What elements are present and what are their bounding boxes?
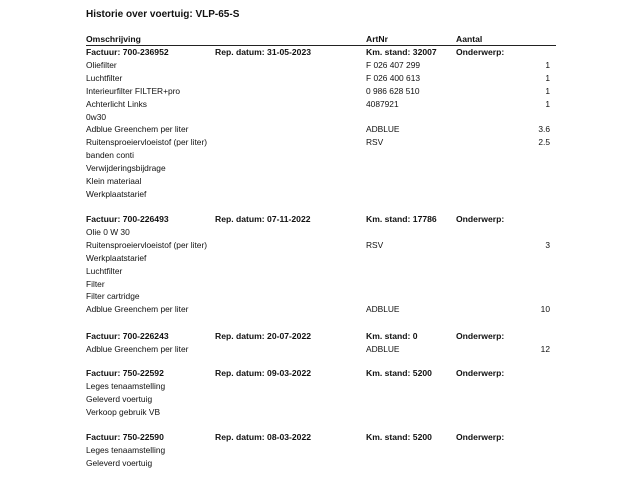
line-description: Adblue Greenchem per liter bbox=[86, 344, 189, 354]
line-item bbox=[86, 304, 556, 317]
subject-label: Onderwerp: bbox=[456, 368, 505, 378]
mileage: Km. stand: 5200 bbox=[366, 368, 432, 378]
line-item bbox=[86, 86, 556, 99]
invoice-number: Factuur: 700-226243 bbox=[86, 331, 169, 341]
line-artnr: ADBLUE bbox=[366, 304, 400, 315]
line-quantity: 1 bbox=[545, 85, 550, 96]
line-quantity: 1 bbox=[545, 60, 550, 70]
invoice-number: Factuur: 700-236952 bbox=[86, 47, 169, 57]
line-description: Olie 0 W 30 bbox=[86, 227, 130, 237]
line-item bbox=[86, 112, 556, 125]
line-item bbox=[86, 407, 556, 420]
invoice-number: Factuur: 700-226493 bbox=[86, 214, 169, 224]
line-quantity: 1 bbox=[545, 98, 550, 109]
line-description: Verkoop gebruik VB bbox=[86, 406, 161, 417]
repair-date: Rep. datum: 31-05-2023 bbox=[215, 47, 311, 57]
line-description: Luchtfilter bbox=[86, 265, 123, 276]
line-item bbox=[86, 99, 556, 112]
line-item bbox=[86, 124, 556, 137]
column-header-quantity: Aantal bbox=[456, 34, 483, 44]
subject-label: Onderwerp: bbox=[456, 432, 505, 442]
line-item bbox=[86, 189, 556, 202]
invoice-block bbox=[86, 432, 556, 471]
mileage: Km. stand: 32007 bbox=[366, 47, 437, 57]
line-item bbox=[86, 394, 556, 407]
line-description: 0w30 bbox=[86, 111, 107, 122]
invoice-number: Factuur: 750-22590 bbox=[86, 432, 164, 442]
line-item bbox=[86, 279, 556, 292]
line-item bbox=[86, 176, 556, 189]
line-description: Geleverd voertuig bbox=[86, 393, 153, 404]
line-item bbox=[86, 344, 556, 357]
line-description: Werkplaatstarief bbox=[86, 252, 147, 263]
line-item bbox=[86, 227, 556, 240]
subject-label: Onderwerp: bbox=[456, 47, 505, 57]
column-header-row bbox=[86, 34, 556, 46]
line-artnr: ADBLUE bbox=[366, 344, 400, 354]
line-item bbox=[86, 240, 556, 253]
invoice-header bbox=[86, 331, 556, 344]
repair-date: Rep. datum: 07-11-2022 bbox=[215, 214, 311, 224]
line-description: Achterlicht Links bbox=[86, 98, 147, 109]
line-quantity: 10 bbox=[540, 304, 550, 315]
line-item bbox=[86, 73, 556, 86]
line-item bbox=[86, 458, 556, 471]
line-item bbox=[86, 445, 556, 458]
line-artnr: 4087921 bbox=[366, 98, 399, 109]
line-item bbox=[86, 137, 556, 150]
line-description: Werkplaatstarief bbox=[86, 188, 147, 199]
line-quantity: 2.5 bbox=[538, 137, 550, 148]
repair-date: Rep. datum: 09-03-2022 bbox=[215, 368, 311, 378]
column-header-description: Omschrijving bbox=[86, 34, 141, 44]
line-item bbox=[86, 163, 556, 176]
line-item bbox=[86, 60, 556, 73]
invoice-block bbox=[86, 214, 556, 317]
line-description: Filter bbox=[86, 278, 105, 289]
mileage: Km. stand: 17786 bbox=[366, 214, 437, 224]
line-description: Ruitensproeiervloeistof (per liter) bbox=[86, 239, 208, 250]
line-artnr: ADBLUE bbox=[366, 124, 400, 135]
subject-label: Onderwerp: bbox=[456, 331, 505, 341]
subject-label: Onderwerp: bbox=[456, 214, 505, 224]
repair-date: Rep. datum: 20-07-2022 bbox=[215, 331, 311, 341]
line-quantity: 3 bbox=[545, 239, 550, 250]
column-header-artnr: ArtNr bbox=[366, 34, 388, 44]
line-item bbox=[86, 266, 556, 279]
line-description: Filter cartridge bbox=[86, 291, 140, 302]
line-artnr: 0 986 628 510 bbox=[366, 85, 420, 96]
line-description: Luchtfilter bbox=[86, 72, 123, 83]
line-description: Leges tenaamstelling bbox=[86, 381, 166, 391]
mileage: Km. stand: 0 bbox=[366, 331, 418, 341]
invoice-block bbox=[86, 368, 556, 420]
line-artnr: RSV bbox=[366, 239, 384, 250]
invoice-block bbox=[86, 47, 556, 202]
line-description: Oliefilter bbox=[86, 60, 117, 70]
repair-date: Rep. datum: 08-03-2022 bbox=[215, 432, 311, 442]
line-description: Verwijderingsbijdrage bbox=[86, 163, 166, 174]
invoice-header bbox=[86, 47, 556, 60]
document-title: Historie over voertuig: VLP-65-S bbox=[86, 9, 240, 20]
line-description: Adblue Greenchem per liter bbox=[86, 304, 189, 315]
line-quantity: 3.6 bbox=[538, 124, 550, 135]
line-artnr: RSV bbox=[366, 137, 384, 148]
invoice-header bbox=[86, 368, 556, 381]
line-description: Klein materiaal bbox=[86, 176, 142, 187]
line-description: Ruitensproeiervloeistof (per liter) bbox=[86, 137, 208, 148]
line-item bbox=[86, 291, 556, 304]
line-item bbox=[86, 381, 556, 394]
line-description: banden conti bbox=[86, 150, 134, 161]
line-quantity: 1 bbox=[545, 72, 550, 83]
line-item bbox=[86, 150, 556, 163]
line-description: Adblue Greenchem per liter bbox=[86, 124, 189, 135]
line-artnr: F 026 407 299 bbox=[366, 60, 421, 70]
mileage: Km. stand: 5200 bbox=[366, 432, 432, 442]
line-description: Leges tenaamstelling bbox=[86, 445, 166, 455]
line-quantity: 12 bbox=[540, 344, 550, 354]
invoice-header bbox=[86, 214, 556, 227]
line-item bbox=[86, 253, 556, 266]
line-description: Geleverd voertuig bbox=[86, 457, 153, 468]
invoice-header bbox=[86, 432, 556, 445]
line-description: Interieurfilter FILTER+pro bbox=[86, 85, 181, 96]
invoice-block bbox=[86, 331, 556, 357]
invoice-number: Factuur: 750-22592 bbox=[86, 368, 164, 378]
line-artnr: F 026 400 613 bbox=[366, 72, 421, 83]
